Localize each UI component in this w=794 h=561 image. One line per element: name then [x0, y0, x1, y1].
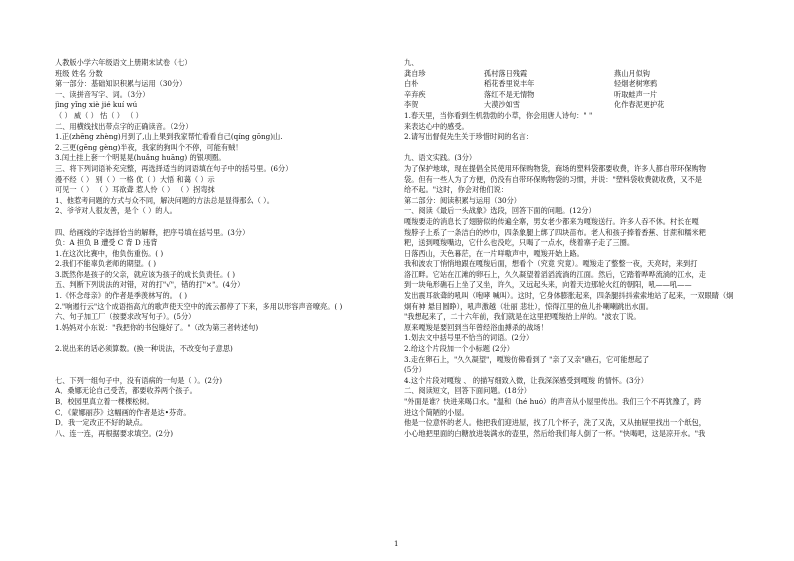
q1-heading: 一、读拼音写字、词。（3分） [55, 89, 150, 99]
q7-heading: 七、下列一组句子中，没有语病的一句是（ ）。(2分) [55, 375, 222, 385]
exam-title: 人教版小学六年级语文上册期末试卷（七） [55, 58, 192, 67]
answer-space [55, 365, 385, 376]
match-line-b: 听取蛙声一片 [614, 89, 658, 99]
match-row [404, 69, 774, 80]
matching-table [404, 69, 774, 111]
reading-1-heading: 一、阅读《最后一头战象》选段，回答下面的问题。(12分） [404, 206, 596, 216]
q5-item-1: 1.《怀念母亲》的作者是季羡林写的。 ( ) [55, 291, 188, 301]
answer-space [55, 333, 385, 344]
poem-question-2: 2.请写出督促先生关于珍惜时间的名言： [404, 132, 534, 142]
passage-line: 炯有神 悬目圆睁），吼声激越（壮丽 悲壮），惊得江里的鱼儿扑喇喇跳出水面。 [404, 301, 653, 311]
q7-option-c: C．《蒙娜丽莎》这幅画的作者是达•芬奇。 [55, 407, 191, 417]
passage-line: 进这个简陋的小屋。 [404, 407, 469, 417]
passage-line: 发出震耳欲聋的吼叫（咆哮 喊叫）。这时，它身体膨胀起来，四条腿抖抖索索地站了起来，一双眼睛（炯 [404, 291, 734, 301]
left-column [55, 58, 385, 439]
poem-question-1-cont: 来表达心中的感受。 [404, 121, 469, 131]
q5-item-2: 2."响遏行云"这个成语指高亢的歌声使天空中的流云都停了下来，多用以形容声音嘹亮。( ) [55, 301, 343, 311]
q2-item-3: 3.闰土挂上套一个明晃晃(huǎng huāng) 的银项圈。 [55, 153, 226, 163]
q2-item-1: 1.正(zhēng zhèng)月到了,山上果到我家帮忙看看自己(qíng gōng)山. [55, 132, 283, 142]
reading-1-q2: 2.给这个片段加一个小标题 (2分） [404, 344, 514, 354]
practice-text-1: 为了保护地球，现在提倡全民使用环保购物袋，商场的塑料袋都要收费，许多人都自带环保购物 [404, 163, 706, 173]
q3-words-2: 可见一（ ） （ ）耳欲聋 惹人怜（ ） （ ）拐弯抹 [55, 185, 215, 195]
q6-item-2: 2.说出来的话必须算数。(换一种说法，不改变句子意思) [55, 344, 233, 354]
match-line-a: 孤村落日残霞 [484, 68, 528, 78]
q2-item-2: 2.三更(gēng gèng)半夜，我家的狗叫个不停，可能有贼！ [55, 142, 243, 152]
passage-line: 羧脖子上系了一条洁白的纱巾，四条象腿上绑了四块苗布。老人和孩子捧着香蕉、甘蔗和糯米粑 [404, 227, 706, 237]
reading-1-q4: 4.这个片段对嘎羧 、 的描写细致入微，让我深深感受到嘎羧 的情怀。(3分） [404, 375, 648, 385]
answer-space [55, 355, 385, 366]
reading-1-q3-cont: (5分） [404, 365, 426, 375]
practice-text-3: 给不起。"这时，你会对他们说： [404, 185, 508, 195]
q4-heading: 四、给画线的字选择恰当的解释，把序号填在括号里。(3分） [55, 227, 250, 237]
passage-line: 到一块龟形礁石上坐了又坐，许久，又远起头来，向着天边那轮火红的朝阳，吼——吼—— [404, 280, 692, 290]
passage-line: "我想起来了，二十六年前，我们就是在这里把嘎羧抬上岸的。"波农丁说。 [404, 312, 641, 322]
reading-1-q1: 1.划去文中括号里不恰当的词语。(2分） [404, 333, 534, 343]
match-line-a: 稻花香里说丰年 [484, 79, 535, 89]
match-row [404, 79, 774, 90]
passage-line: 小心地把里面的白糖放进装满水的壶里，然后给我们每人倒了一杯。"快喝吧，这是凉开水。"我 [404, 428, 706, 438]
match-poet: 辛弃疾 [404, 89, 426, 99]
q6-heading: 六、句子加工厂（按要求改写句子）。(5分） [55, 312, 196, 322]
passage-line: 日落西山，天色暮茫，在一片咩嗷声中，嘎羧开始上路。 [404, 248, 584, 258]
q4-item-3: 3.既然你是孩子的父亲，就应该为孩子的成长负责任。( ) [55, 269, 236, 279]
passage-line: 洛江畔。它站在江滩的卵石上，久久凝望着滔滔流淌的江面。然后，它踏着哗哗流淌的江水，走 [404, 269, 706, 279]
poem-question-1: 1.春天里，当你看到生机勃勃的小草，你会用唐人诗句：" " [404, 110, 593, 120]
part-two-heading: 第二部分：阅读积累与运用（30分） [404, 195, 521, 205]
q1-pinyin: jìng yǐng xiè jié kuí wú [55, 100, 138, 110]
q5-heading: 五、判断下列说法的对错，对的打"√"，错的打"×"。(4分） [55, 280, 245, 290]
match-poet: 李贺 [404, 100, 419, 110]
q7-option-d: D．我一定改正不好的缺点。 [55, 418, 148, 428]
blank-line [55, 217, 385, 228]
passage-line: 原来嘎羧是要回到当年曾经浴血搏杀的战场！ [404, 322, 548, 332]
practice-text-2: 袋。但有一些人为了方便，仍没有自带环保购物袋的习惯，并说："塑料袋收费就收费，又不是 [404, 174, 702, 184]
q6-item-1: 1.妈妈对小东说："我把你的书包缝好了。"（改为第三者转述句) [55, 322, 259, 332]
section-9-label: 九、 [404, 58, 419, 67]
q4-options: 负：A 担负 B 遭受 C 背 D 违背 [55, 238, 158, 248]
match-line-b: 燕山月似钩 [614, 68, 650, 78]
match-line-b: 化作春泥更护花 [614, 100, 665, 110]
part-one-heading: 第一部分：基础知识积累与运用（30分） [55, 79, 187, 89]
answer-space [404, 143, 774, 154]
match-row [404, 100, 774, 111]
match-line-a: 落红不是无情物 [484, 89, 535, 99]
q3-sentence-1: 1、他惹考问题的方式与众不同，解决问题的方法总是显得那么（ ）。 [55, 195, 274, 205]
match-row [404, 90, 774, 101]
passage-line: "外面是谁？快进来喝口水。"温和（hé huó）的声音从小屋里传出。我们三个不再犹豫了，跨 [404, 397, 702, 406]
q7-option-b: B．校园里真立着一棵棵松树。 [55, 397, 154, 406]
passage-line: 粑，送到嘎羧嘴边，它什么也没吃，只喝了一点水，绕着寨子走了三圈。 [404, 238, 635, 248]
q2-heading: 二、用横线找出带点字的正确读音。（2分） [55, 121, 193, 131]
passage-line: 嘎羧要走的消息长了翅膀似的传遍全寨，男女老少都来为嘎羧送行。许多人吞不休。村长在嘎 [404, 216, 699, 226]
passage-line: 我和波农丁悄悄地跟在嘎羧后面，想看个（究竟 究竟）。嘎羧走了整整一夜，天亮时，来到打 [404, 259, 698, 269]
q3-sentence-2: 2、爷爷对人很友善，是个（ ）的人。 [55, 206, 177, 216]
practice-heading: 九、语文实践。(3分） [404, 153, 477, 163]
page-number: 1 [394, 540, 399, 548]
reading-2-heading: 二、阅读短文，回答下面问题。(18分） [404, 386, 531, 396]
q3-heading: 三、将下列词语补充完整，再选择适当的词语填在句子中的括号里。(6分） [55, 163, 293, 173]
match-line-b: 轻烟老树寒鸦 [614, 79, 658, 89]
q3-words-1: 漫不经（ ） 别（ ）一格 优（ ）大悟 和蔼（ ）示 [55, 174, 215, 184]
match-line-a: 大漠沙如雪 [484, 100, 520, 110]
q4-item-2: 2.我们不能辜负老师的期望。( ) [55, 259, 157, 269]
q7-option-a: A．桑娜无论自己受苦，都要收养两个孩子。 [55, 386, 197, 396]
passage-line: 他是一位意怀的老人。他把我们迎进屋，找了几个杯子，洗了又洗，又从抽屉里找出一个纸包， [404, 418, 706, 428]
reading-1-q3: 3.走在卵石上，"久久凝望"，嘎羧仿佛看到了 "亲了又亲"礁石，它可能想起了 [404, 354, 650, 364]
match-poet: 龚自珍 [404, 68, 426, 78]
match-poet: 白朴 [404, 79, 419, 89]
right-column [404, 58, 774, 439]
q4-item-1: 1.在这次比赛中，他负伤重伤。( ) [55, 248, 164, 258]
q8-heading: 八、连一连，再根据要求填空。(2分) [55, 428, 173, 438]
q1-blanks: （ ） 威（ ） 怙（ ） （ ） [55, 110, 143, 120]
student-info-line: 班级 姓名 分数 [55, 68, 103, 78]
